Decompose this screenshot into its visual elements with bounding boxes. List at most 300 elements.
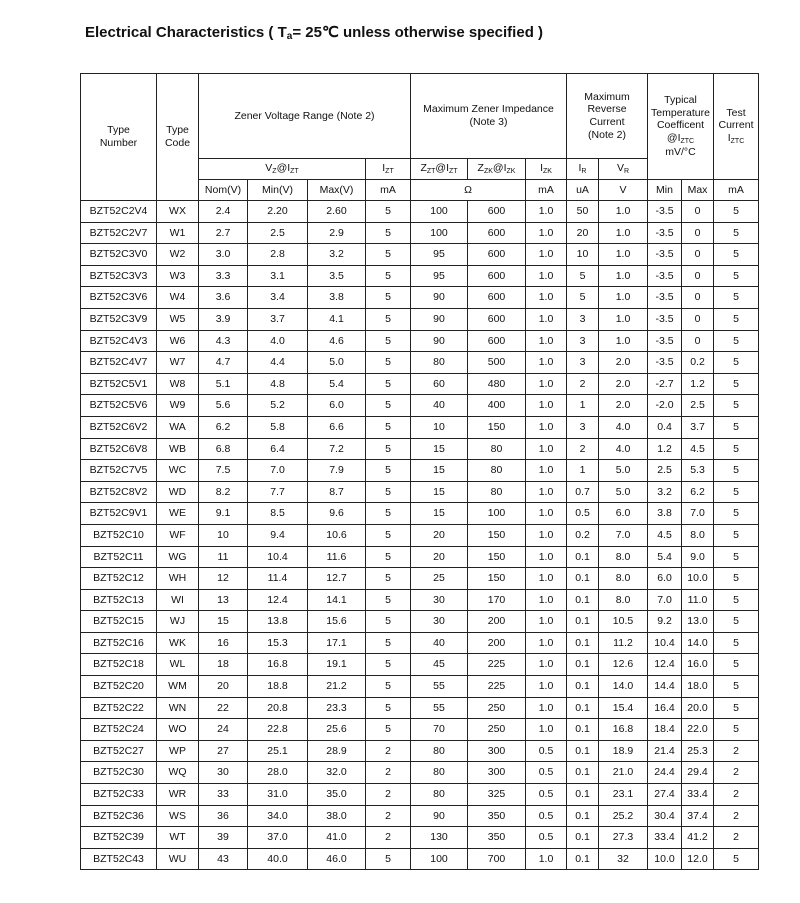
table-row <box>81 546 759 568</box>
cell-zzk: 500 <box>468 352 526 374</box>
cell-zzt: 55 <box>411 697 468 719</box>
cell-zzt: 90 <box>411 287 468 309</box>
cell-izk: 0.5 <box>526 762 567 784</box>
cell-type-number: BZT52C3V6 <box>81 287 157 309</box>
cell-vz-nom: 18 <box>199 654 248 676</box>
cell-vz-nom: 10 <box>199 524 248 546</box>
cell-type-code: WJ <box>157 611 199 633</box>
cell-type-code: WC <box>157 460 199 482</box>
unit-test-current: mA <box>714 180 759 201</box>
cell-type-number: BZT52C22 <box>81 697 157 719</box>
cell-zzk: 250 <box>468 719 526 741</box>
cell-zzt: 70 <box>411 719 468 741</box>
cell-izt: 5 <box>366 438 411 460</box>
cell-tc-min: 3.8 <box>648 503 682 525</box>
cell-vr: 6.0 <box>599 503 648 525</box>
cell-izt: 2 <box>366 827 411 849</box>
cell-ir: 3 <box>567 416 599 438</box>
cell-type-code: WT <box>157 827 199 849</box>
cell-zzt: 80 <box>411 762 468 784</box>
cell-vr: 1.0 <box>599 287 648 309</box>
cell-tc-max: 10.0 <box>682 568 714 590</box>
unit-vr: V <box>599 180 648 201</box>
header-izt: $I_{ZT}$ <box>366 159 411 180</box>
cell-zzk: 225 <box>468 676 526 698</box>
cell-vz-nom: 20 <box>199 676 248 698</box>
cell-zzk: 600 <box>468 265 526 287</box>
cell-ir: 0.1 <box>567 740 599 762</box>
cell-ir: 0.1 <box>567 762 599 784</box>
cell-izk: 0.5 <box>526 805 567 827</box>
cell-tc-max: 0 <box>682 287 714 309</box>
table-row <box>81 632 759 654</box>
header-ir: $I_R$ <box>567 159 599 180</box>
cell-tc-min: 7.0 <box>648 589 682 611</box>
cell-vr: 5.0 <box>599 481 648 503</box>
cell-vz-max: 5.0 <box>308 352 366 374</box>
cell-vz-nom: 27 <box>199 740 248 762</box>
page-title: Electrical Characteristics ( $T_a=$ 25℃ unless otherwise specified ) <box>85 24 544 42</box>
cell-tc-max: 0 <box>682 244 714 266</box>
header-zener-impedance: Maximum Zener Impedance (Note 3) <box>411 74 567 159</box>
cell-vz-max: 19.1 <box>308 654 366 676</box>
cell-test-current: 2 <box>714 740 759 762</box>
cell-ir: 10 <box>567 244 599 266</box>
cell-izt: 5 <box>366 848 411 870</box>
cell-test-current: 5 <box>714 222 759 244</box>
cell-vz-min: 22.8 <box>248 719 308 741</box>
table-row <box>81 460 759 482</box>
cell-vz-min: 8.5 <box>248 503 308 525</box>
cell-vr: 21.0 <box>599 762 648 784</box>
table-row <box>81 848 759 870</box>
cell-tc-max: 0 <box>682 222 714 244</box>
cell-zzt: 100 <box>411 201 468 223</box>
cell-vr: 8.0 <box>599 546 648 568</box>
unit-max: Max(V) <box>308 180 366 201</box>
cell-vr: 14.0 <box>599 676 648 698</box>
cell-ir: 3 <box>567 308 599 330</box>
cell-test-current: 5 <box>714 719 759 741</box>
cell-izt: 5 <box>366 373 411 395</box>
cell-tc-min: -3.5 <box>648 222 682 244</box>
cell-tc-min: 2.5 <box>648 460 682 482</box>
cell-vr: 1.0 <box>599 244 648 266</box>
cell-tc-min: 33.4 <box>648 827 682 849</box>
cell-tc-max: 0 <box>682 330 714 352</box>
header-vz: $V_Z@I_{ZT}$ <box>199 159 366 180</box>
cell-vz-max: 5.4 <box>308 373 366 395</box>
cell-zzt: 90 <box>411 330 468 352</box>
cell-tc-min: 5.4 <box>648 546 682 568</box>
cell-zzk: 600 <box>468 222 526 244</box>
cell-test-current: 5 <box>714 373 759 395</box>
cell-tc-max: 18.0 <box>682 676 714 698</box>
cell-test-current: 5 <box>714 654 759 676</box>
cell-ir: 0.1 <box>567 654 599 676</box>
cell-vz-max: 25.6 <box>308 719 366 741</box>
cell-ir: 0.1 <box>567 784 599 806</box>
cell-tc-max: 8.0 <box>682 524 714 546</box>
cell-vr: 11.2 <box>599 632 648 654</box>
cell-vz-max: 14.1 <box>308 589 366 611</box>
cell-type-number: BZT52C5V6 <box>81 395 157 417</box>
cell-zzk: 225 <box>468 654 526 676</box>
cell-vz-min: 20.8 <box>248 697 308 719</box>
cell-vz-min: 40.0 <box>248 848 308 870</box>
cell-zzk: 150 <box>468 416 526 438</box>
cell-zzk: 300 <box>468 740 526 762</box>
cell-zzk: 400 <box>468 395 526 417</box>
cell-vz-max: 38.0 <box>308 805 366 827</box>
cell-vr: 7.0 <box>599 524 648 546</box>
cell-tc-max: 0 <box>682 265 714 287</box>
cell-zzt: 15 <box>411 460 468 482</box>
cell-tc-min: 24.4 <box>648 762 682 784</box>
cell-ir: 0.1 <box>567 546 599 568</box>
cell-zzt: 130 <box>411 827 468 849</box>
unit-nom: Nom(V) <box>199 180 248 201</box>
cell-izt: 5 <box>366 546 411 568</box>
cell-vz-max: 21.2 <box>308 676 366 698</box>
cell-type-number: BZT52C24 <box>81 719 157 741</box>
cell-vr: 1.0 <box>599 308 648 330</box>
cell-test-current: 5 <box>714 265 759 287</box>
cell-tc-min: -2.7 <box>648 373 682 395</box>
cell-vz-max: 41.0 <box>308 827 366 849</box>
cell-tc-min: 1.2 <box>648 438 682 460</box>
cell-vz-nom: 3.9 <box>199 308 248 330</box>
cell-vr: 18.9 <box>599 740 648 762</box>
cell-test-current: 5 <box>714 848 759 870</box>
cell-izk: 1.0 <box>526 373 567 395</box>
cell-test-current: 5 <box>714 352 759 374</box>
cell-izk: 1.0 <box>526 481 567 503</box>
cell-type-code: WG <box>157 546 199 568</box>
cell-zzk: 170 <box>468 589 526 611</box>
cell-zzt: 20 <box>411 546 468 568</box>
cell-vz-max: 6.6 <box>308 416 366 438</box>
cell-zzt: 15 <box>411 503 468 525</box>
cell-ir: 0.5 <box>567 503 599 525</box>
cell-izt: 2 <box>366 784 411 806</box>
cell-test-current: 2 <box>714 762 759 784</box>
table-row <box>81 503 759 525</box>
cell-type-number: BZT52C6V2 <box>81 416 157 438</box>
cell-izk: 0.5 <box>526 827 567 849</box>
cell-vr: 1.0 <box>599 330 648 352</box>
cell-tc-max: 16.0 <box>682 654 714 676</box>
cell-izt: 5 <box>366 697 411 719</box>
cell-vz-max: 28.9 <box>308 740 366 762</box>
cell-type-code: W1 <box>157 222 199 244</box>
cell-test-current: 5 <box>714 395 759 417</box>
cell-test-current: 5 <box>714 308 759 330</box>
cell-test-current: 2 <box>714 784 759 806</box>
cell-vz-min: 12.4 <box>248 589 308 611</box>
cell-tc-max: 7.0 <box>682 503 714 525</box>
cell-type-number: BZT52C13 <box>81 589 157 611</box>
cell-izt: 5 <box>366 222 411 244</box>
cell-type-code: WS <box>157 805 199 827</box>
cell-vz-min: 3.1 <box>248 265 308 287</box>
cell-tc-min: 9.2 <box>648 611 682 633</box>
cell-izt: 5 <box>366 308 411 330</box>
table-row <box>81 352 759 374</box>
cell-tc-max: 12.0 <box>682 848 714 870</box>
cell-tc-min: 4.5 <box>648 524 682 546</box>
cell-tc-min: -3.5 <box>648 244 682 266</box>
cell-type-number: BZT52C4V3 <box>81 330 157 352</box>
cell-vz-min: 15.3 <box>248 632 308 654</box>
cell-vz-nom: 39 <box>199 827 248 849</box>
cell-type-code: WQ <box>157 762 199 784</box>
cell-type-code: W2 <box>157 244 199 266</box>
cell-izt: 5 <box>366 395 411 417</box>
cell-test-current: 5 <box>714 201 759 223</box>
cell-type-code: WP <box>157 740 199 762</box>
cell-vz-max: 12.7 <box>308 568 366 590</box>
cell-tc-min: -3.5 <box>648 308 682 330</box>
table-row <box>81 827 759 849</box>
cell-izt: 5 <box>366 654 411 676</box>
cell-izt: 5 <box>366 589 411 611</box>
unit-tc-max: Max <box>682 180 714 201</box>
cell-type-number: BZT52C10 <box>81 524 157 546</box>
cell-vz-max: 23.3 <box>308 697 366 719</box>
cell-zzt: 95 <box>411 265 468 287</box>
cell-type-number: BZT52C3V9 <box>81 308 157 330</box>
cell-zzk: 300 <box>468 762 526 784</box>
cell-type-code: WA <box>157 416 199 438</box>
cell-tc-max: 0 <box>682 201 714 223</box>
cell-vz-max: 9.6 <box>308 503 366 525</box>
cell-vr: 1.0 <box>599 201 648 223</box>
cell-vz-min: 2.20 <box>248 201 308 223</box>
cell-type-code: WK <box>157 632 199 654</box>
cell-vz-min: 2.5 <box>248 222 308 244</box>
cell-tc-min: 21.4 <box>648 740 682 762</box>
cell-tc-min: 3.2 <box>648 481 682 503</box>
cell-tc-max: 1.2 <box>682 373 714 395</box>
header-vr: $V_R$ <box>599 159 648 180</box>
cell-type-code: WO <box>157 719 199 741</box>
cell-vz-min: 6.4 <box>248 438 308 460</box>
cell-tc-max: 14.0 <box>682 632 714 654</box>
table-row <box>81 201 759 223</box>
cell-test-current: 5 <box>714 546 759 568</box>
cell-zzk: 350 <box>468 805 526 827</box>
cell-izk: 1.0 <box>526 546 567 568</box>
cell-type-number: BZT52C11 <box>81 546 157 568</box>
cell-ir: 1 <box>567 395 599 417</box>
cell-tc-max: 13.0 <box>682 611 714 633</box>
cell-tc-max: 4.5 <box>682 438 714 460</box>
cell-tc-min: 30.4 <box>648 805 682 827</box>
cell-izk: 1.0 <box>526 438 567 460</box>
cell-tc-max: 37.4 <box>682 805 714 827</box>
cell-zzt: 30 <box>411 589 468 611</box>
cell-vz-min: 28.0 <box>248 762 308 784</box>
cell-type-number: BZT52C20 <box>81 676 157 698</box>
cell-ir: 0.1 <box>567 805 599 827</box>
cell-vz-max: 4.1 <box>308 308 366 330</box>
unit-izt: mA <box>366 180 411 201</box>
cell-vz-max: 46.0 <box>308 848 366 870</box>
cell-zzt: 40 <box>411 632 468 654</box>
cell-zzt: 60 <box>411 373 468 395</box>
cell-vz-min: 4.0 <box>248 330 308 352</box>
cell-vr: 2.0 <box>599 373 648 395</box>
cell-tc-max: 3.7 <box>682 416 714 438</box>
cell-izt: 5 <box>366 568 411 590</box>
cell-test-current: 5 <box>714 330 759 352</box>
cell-ir: 0.1 <box>567 827 599 849</box>
cell-type-number: BZT52C18 <box>81 654 157 676</box>
cell-type-code: W5 <box>157 308 199 330</box>
cell-vz-min: 16.8 <box>248 654 308 676</box>
cell-zzk: 80 <box>468 460 526 482</box>
cell-type-number: BZT52C9V1 <box>81 503 157 525</box>
cell-ir: 3 <box>567 330 599 352</box>
cell-izt: 5 <box>366 460 411 482</box>
cell-tc-max: 22.0 <box>682 719 714 741</box>
cell-vz-min: 3.4 <box>248 287 308 309</box>
cell-izk: 1.0 <box>526 676 567 698</box>
cell-ir: 0.1 <box>567 848 599 870</box>
cell-tc-max: 2.5 <box>682 395 714 417</box>
cell-vz-min: 13.8 <box>248 611 308 633</box>
cell-izt: 5 <box>366 330 411 352</box>
cell-izt: 2 <box>366 805 411 827</box>
cell-zzk: 600 <box>468 244 526 266</box>
header-zener-voltage: Zener Voltage Range (Note 2) <box>199 74 411 159</box>
cell-test-current: 5 <box>714 589 759 611</box>
cell-type-code: WE <box>157 503 199 525</box>
cell-zzt: 45 <box>411 654 468 676</box>
cell-vz-nom: 16 <box>199 632 248 654</box>
cell-type-number: BZT52C12 <box>81 568 157 590</box>
cell-zzt: 10 <box>411 416 468 438</box>
cell-vz-nom: 9.1 <box>199 503 248 525</box>
cell-izt: 5 <box>366 524 411 546</box>
cell-vr: 4.0 <box>599 416 648 438</box>
cell-vz-nom: 5.1 <box>199 373 248 395</box>
cell-zzt: 20 <box>411 524 468 546</box>
cell-type-code: WB <box>157 438 199 460</box>
table-row <box>81 244 759 266</box>
cell-vz-max: 3.8 <box>308 287 366 309</box>
cell-vz-min: 37.0 <box>248 827 308 849</box>
cell-izk: 1.0 <box>526 503 567 525</box>
cell-izk: 1.0 <box>526 308 567 330</box>
table-row <box>81 222 759 244</box>
cell-type-number: BZT52C43 <box>81 848 157 870</box>
unit-min: Min(V) <box>248 180 308 201</box>
cell-tc-min: 10.0 <box>648 848 682 870</box>
table-row <box>81 330 759 352</box>
cell-vz-nom: 30 <box>199 762 248 784</box>
cell-vz-nom: 24 <box>199 719 248 741</box>
cell-ir: 0.7 <box>567 481 599 503</box>
cell-tc-min: -3.5 <box>648 287 682 309</box>
cell-test-current: 5 <box>714 524 759 546</box>
header-row-1 <box>81 74 759 159</box>
cell-vz-nom: 8.2 <box>199 481 248 503</box>
cell-zzk: 200 <box>468 632 526 654</box>
cell-izt: 5 <box>366 244 411 266</box>
table-row <box>81 611 759 633</box>
header-izk: $I_{ZK}$ <box>526 159 567 180</box>
cell-type-code: WU <box>157 848 199 870</box>
cell-zzt: 15 <box>411 481 468 503</box>
cell-vz-min: 4.4 <box>248 352 308 374</box>
cell-vz-nom: 33 <box>199 784 248 806</box>
cell-ir: 3 <box>567 352 599 374</box>
cell-type-code: W6 <box>157 330 199 352</box>
cell-izk: 1.0 <box>526 632 567 654</box>
cell-tc-max: 41.2 <box>682 827 714 849</box>
cell-type-code: WL <box>157 654 199 676</box>
cell-izk: 1.0 <box>526 330 567 352</box>
cell-type-code: W9 <box>157 395 199 417</box>
cell-zzt: 90 <box>411 805 468 827</box>
cell-zzk: 150 <box>468 546 526 568</box>
cell-zzt: 100 <box>411 222 468 244</box>
cell-tc-max: 5.3 <box>682 460 714 482</box>
cell-tc-max: 29.4 <box>682 762 714 784</box>
characteristics-table <box>80 73 759 870</box>
cell-vz-nom: 4.7 <box>199 352 248 374</box>
table-row <box>81 762 759 784</box>
cell-izt: 5 <box>366 676 411 698</box>
cell-tc-min: 16.4 <box>648 697 682 719</box>
cell-vz-max: 32.0 <box>308 762 366 784</box>
cell-zzk: 600 <box>468 287 526 309</box>
cell-izk: 1.0 <box>526 244 567 266</box>
cell-test-current: 5 <box>714 568 759 590</box>
cell-zzk: 600 <box>468 201 526 223</box>
cell-vz-max: 15.6 <box>308 611 366 633</box>
cell-type-code: WM <box>157 676 199 698</box>
cell-test-current: 5 <box>714 460 759 482</box>
cell-vz-nom: 43 <box>199 848 248 870</box>
header-test-current: Test Current $I_{ZTC}$ <box>714 74 759 180</box>
cell-vz-min: 3.7 <box>248 308 308 330</box>
cell-type-code: W8 <box>157 373 199 395</box>
cell-vz-min: 18.8 <box>248 676 308 698</box>
cell-type-number: BZT52C6V8 <box>81 438 157 460</box>
cell-ir: 5 <box>567 265 599 287</box>
cell-type-number: BZT52C3V0 <box>81 244 157 266</box>
cell-izk: 1.0 <box>526 719 567 741</box>
cell-test-current: 2 <box>714 827 759 849</box>
cell-test-current: 5 <box>714 697 759 719</box>
cell-test-current: 2 <box>714 805 759 827</box>
cell-type-number: BZT52C33 <box>81 784 157 806</box>
cell-izt: 5 <box>366 201 411 223</box>
cell-ir: 0.1 <box>567 697 599 719</box>
cell-izt: 5 <box>366 416 411 438</box>
cell-vr: 15.4 <box>599 697 648 719</box>
cell-test-current: 5 <box>714 287 759 309</box>
cell-vz-nom: 36 <box>199 805 248 827</box>
cell-vz-nom: 15 <box>199 611 248 633</box>
cell-vr: 1.0 <box>599 222 648 244</box>
cell-vz-min: 31.0 <box>248 784 308 806</box>
cell-test-current: 5 <box>714 611 759 633</box>
cell-vz-nom: 6.8 <box>199 438 248 460</box>
